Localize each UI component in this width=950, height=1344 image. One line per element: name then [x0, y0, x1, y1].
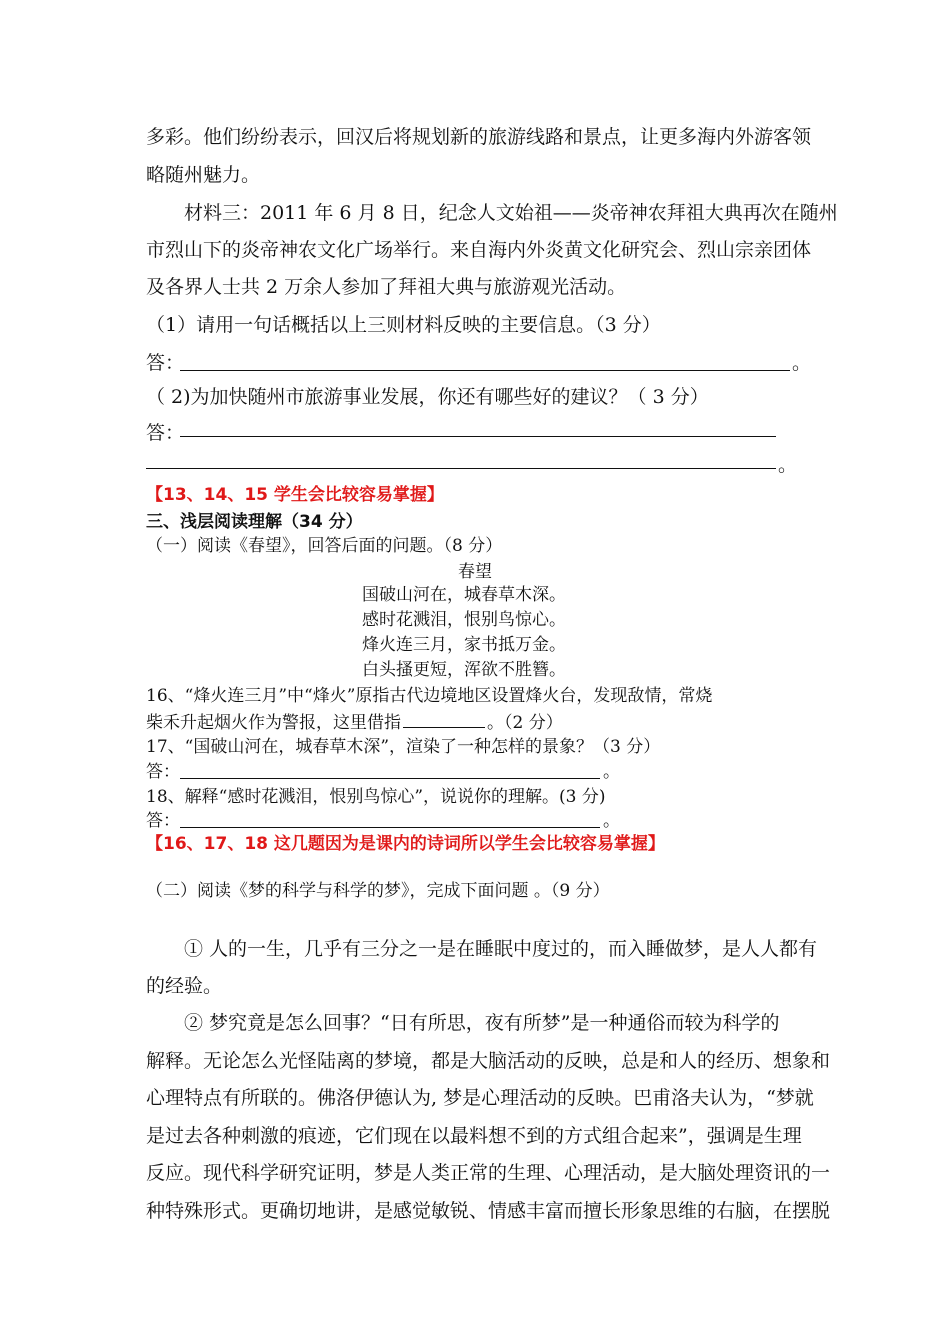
body-text-line: 种特殊形式。更确切地讲，是感觉敏锐、情感丰富而擅长形象思维的右脑，在摆脱 [146, 1200, 831, 1222]
answer-label: 答： [146, 352, 185, 374]
body-text-line: 的经验。 [146, 975, 223, 997]
q16-pre: 柴禾升起烟火作为警报，这里借指 [146, 713, 401, 733]
poem-line: 感时花溅泪，恨别鸟惊心。 [362, 610, 566, 630]
question-18-prompt: 18、解释“感时花溅泪，恨别鸟惊心”，说说你的理解。(3 分) [146, 787, 606, 807]
body-text-line: 市烈山下的炎帝神农文化广场举行。来自海内外炎黄文化研究会、烈山宗亲团体 [146, 239, 812, 261]
question-1-prompt: （1）请用一句话概括以上三则材料反映的主要信息。（3 分） [146, 314, 661, 336]
body-text-line: 反应。现代科学研究证明，梦是人类正常的生理、心理活动，是大脑处理资讯的一 [146, 1162, 831, 1184]
poem-line: 国破山河在，城春草木深。 [362, 585, 566, 605]
body-text-line: ② 梦究竟是怎么回事？“日有所思，夜有所梦”是一种通俗而较为科学的 [184, 1012, 780, 1034]
answer-label: 答： [146, 762, 180, 782]
answer-label: 答： [146, 811, 180, 831]
answer-label: 答： [146, 422, 185, 444]
q16-post: 。（2 分） [487, 713, 563, 733]
answer-line[interactable] [180, 827, 600, 828]
body-text-line: 材料三：2011 年 6 月 8 日，纪念人文始祖——炎帝神农拜祖大典再次在随州 [184, 202, 838, 224]
body-text-line: 略随州魅力。 [146, 164, 261, 186]
body-text-line: 心理特点有所联的。佛洛伊德认为, 梦是心理活动的反映。巴甫洛夫认为，“梦就 [146, 1087, 814, 1109]
period: 。 [792, 352, 812, 374]
body-text-line: 是过去各种刺激的痕迹，它们现在以最料想不到的方式组合起来”，强调是生理 [146, 1125, 802, 1147]
teacher-note: 【13、14、15 学生会比较容易掌握】 [146, 485, 444, 505]
answer-line[interactable] [180, 778, 600, 779]
body-text-line: ① 人的一生，几乎有三分之一是在睡眠中度过的，而入睡做梦，是人人都有 [184, 938, 818, 960]
poem-line: 白头搔更短，浑欲不胜簪。 [362, 660, 566, 680]
question-2-prompt: （ 2)为加快随州市旅游事业发展，你还有哪些好的建议？（ 3 分） [146, 386, 709, 408]
part-heading: （一）阅读《春望》，回答后面的问题。（8 分） [146, 536, 503, 556]
poem-line: 烽火连三月，家书抵万金。 [362, 635, 566, 655]
question-17-prompt: 17、“国破山河在，城春草木深”，渲染了一种怎样的景象？（3 分） [146, 737, 661, 757]
body-text-line: 多彩。他们纷纷表示，回汉后将规划新的旅游线路和景点，让更多海内外游客领 [146, 126, 812, 148]
body-text-line: 解释。无论怎么光怪陆离的梦境，都是大脑活动的反映，总是和人的经历、想象和 [146, 1050, 831, 1072]
teacher-note: 【16、17、18 这几题因为是课内的诗词所以学生会比较容易掌握】 [146, 834, 665, 854]
body-text-line: 及各界人士共 2 万余人参加了拜祖大典与旅游观光活动。 [146, 276, 627, 298]
fill-blank[interactable] [403, 713, 485, 728]
poem-title: 春望 [458, 562, 492, 582]
part-heading: （二）阅读《梦的科学与科学的梦》，完成下面问题 。（9 分） [146, 881, 610, 901]
period: 。 [603, 811, 620, 831]
period: 。 [778, 454, 798, 476]
answer-line[interactable] [180, 370, 790, 371]
question-16-prompt-cont [146, 713, 563, 732]
answer-line[interactable] [146, 468, 776, 469]
answer-line[interactable] [180, 436, 776, 437]
question-16-prompt: 16、“烽火连三月”中“烽火”原指古代边境地区设置烽火台，发现敌情，常烧 [146, 686, 713, 706]
period: 。 [603, 762, 620, 782]
section-title: 三、浅层阅读理解（34 分） [146, 512, 363, 532]
